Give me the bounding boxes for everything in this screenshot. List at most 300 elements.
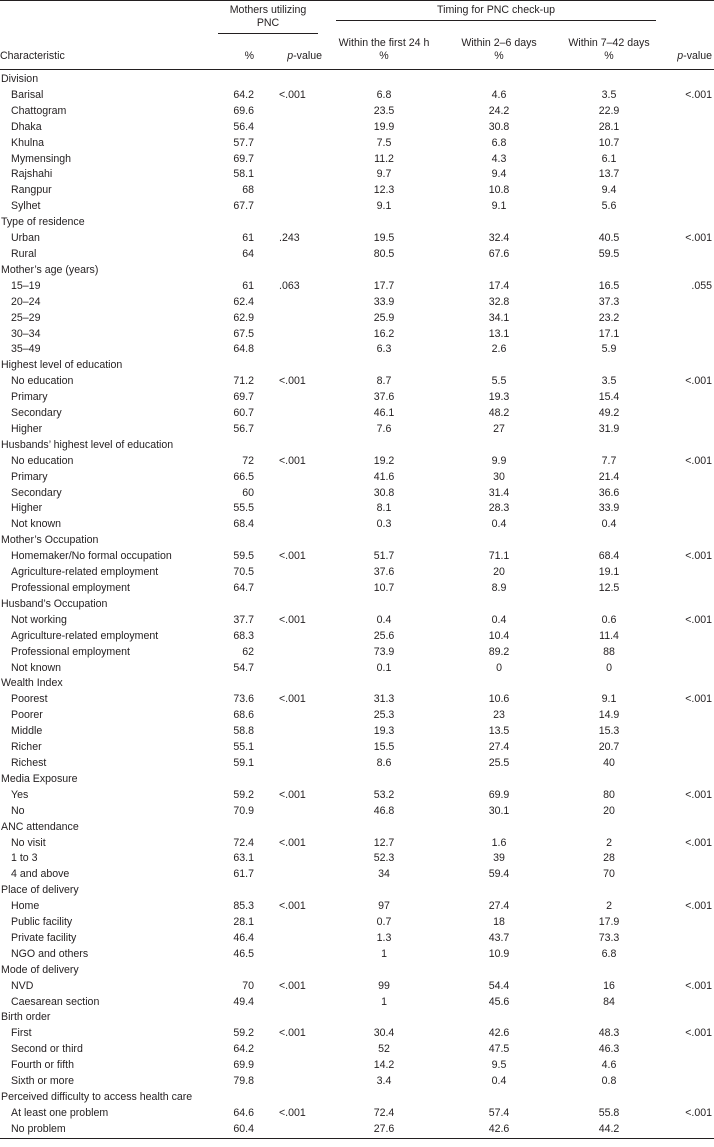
table-row — [0, 708, 714, 724]
table-row — [0, 1058, 714, 1074]
pct-cell: 59.5 — [233, 550, 254, 563]
table-row — [0, 1106, 714, 1122]
within-7-42-cell: 4.6 — [601, 1059, 617, 1072]
pvalue2-cell — [664, 661, 714, 677]
pvalue2-cell: <.001 — [685, 375, 713, 388]
pct-cell: 55.1 — [233, 741, 254, 754]
pvalue2-cell — [664, 931, 714, 947]
within-24h-cell: 12.3 — [373, 184, 395, 197]
pvalue2-cell — [664, 1042, 714, 1058]
row-label: 1 to 3 — [11, 852, 38, 865]
pvalue2-cell — [664, 995, 714, 1011]
within-2-6-cell: 13.5 — [488, 725, 510, 738]
group-row — [0, 1010, 714, 1026]
pvalue-cell — [268, 136, 324, 152]
row-label: 30–34 — [11, 327, 41, 340]
within-7-42-cell: 84 — [603, 995, 615, 1008]
within-7-42-cell: 0.4 — [601, 518, 617, 531]
within-2-6-cell: 13.1 — [488, 327, 510, 340]
group-label: Division — [1, 73, 39, 85]
within-24h-cell: 0.7 — [376, 916, 392, 929]
pct-cell: 62 — [242, 645, 254, 658]
table-row — [0, 1026, 714, 1042]
within-7-42-cell: 6.8 — [601, 947, 617, 960]
within-7-42-cell: 88 — [603, 645, 615, 658]
within-7-42-cell: 23.2 — [598, 311, 620, 324]
within-24h-cell: 3.4 — [376, 1075, 392, 1088]
pvalue-cell — [268, 1042, 324, 1058]
pvalue-cell — [268, 565, 324, 581]
within-2-6-cell: 57.4 — [488, 1106, 510, 1119]
pvalue2-cell — [664, 517, 714, 533]
row-label: No — [11, 804, 25, 817]
within-24h-cell: 12.7 — [373, 836, 395, 849]
within-2-6-cell: 32.4 — [488, 232, 510, 245]
within-24h-cell: 17.7 — [373, 279, 395, 292]
within-24h-cell: 37.6 — [373, 566, 395, 579]
pvalue-cell — [268, 1122, 324, 1138]
within-7-42-cell: 3.5 — [601, 375, 617, 388]
row-label: Sylhet — [11, 200, 41, 213]
pct-cell: 68.6 — [233, 709, 254, 722]
table-row — [0, 422, 714, 438]
within-2-6-cell: 89.2 — [488, 645, 510, 658]
pvalue2-cell: <.001 — [685, 613, 713, 626]
pct-cell: 60.7 — [233, 407, 254, 420]
within-2-6-cell: 6.8 — [491, 136, 507, 149]
row-label: 15–19 — [11, 279, 41, 292]
within-2-6-cell: 45.6 — [488, 995, 510, 1008]
pvalue-cell — [268, 629, 324, 645]
group-label: Perceived difficulty to access health care — [1, 1091, 193, 1103]
within-24h-cell: 7.5 — [376, 136, 392, 149]
within-24h-cell: 14.2 — [373, 1059, 395, 1072]
within-24h-cell: 72.4 — [373, 1106, 395, 1119]
within-24h-cell: 52.3 — [373, 852, 395, 865]
within-24h-cell: 53.2 — [373, 788, 395, 801]
pvalue-header: p-value — [268, 35, 324, 70]
pct-cell: 68 — [242, 184, 254, 197]
table-row — [0, 851, 714, 867]
within-2-6-cell: 27.4 — [488, 741, 510, 754]
pvalue2-cell — [664, 740, 714, 756]
within-7-42-cell: 3.5 — [601, 88, 617, 101]
pvalue-cell — [268, 756, 324, 772]
pct-cell: 61.7 — [233, 868, 254, 881]
row-label: Higher — [11, 502, 43, 515]
within-2-6-cell: 30.8 — [488, 120, 510, 133]
within-7-42-cell: 17.1 — [598, 327, 620, 340]
within-7-42-cell: 0 — [606, 661, 612, 674]
pvalue-cell: <.001 — [279, 836, 306, 849]
pvalue-cell — [268, 390, 324, 406]
table-row — [0, 979, 714, 995]
row-label: 25–29 — [11, 311, 41, 324]
within-2-6-cell: 42.6 — [488, 1027, 510, 1040]
row-label: Rangpur — [11, 184, 52, 197]
pct-cell: 59.2 — [233, 1027, 254, 1040]
pvalue2-cell: <.001 — [685, 232, 713, 245]
pct-cell: 63.1 — [233, 852, 254, 865]
within-7-42-cell: 70 — [603, 868, 615, 881]
pct-header: % — [212, 35, 268, 70]
pvalue-cell — [268, 804, 324, 820]
row-label: Agriculture-related employment — [11, 629, 159, 642]
pvalue-cell: <.001 — [279, 788, 306, 801]
group-row — [0, 533, 714, 549]
within-7-42-cell: 11.4 — [599, 629, 619, 642]
pct-cell: 55.5 — [233, 502, 254, 515]
within-2-6-cell: 10.8 — [488, 184, 510, 197]
within-7-42-cell: 0.6 — [601, 613, 617, 626]
row-label: 20–24 — [11, 295, 41, 308]
within-7-42-cell: 9.4 — [601, 184, 617, 197]
within-24h-cell: 10.7 — [373, 582, 395, 594]
within-2-6-cell: 23 — [493, 709, 505, 722]
pvalue2-cell — [664, 645, 714, 661]
pvalue2-cell: <.001 — [685, 836, 713, 849]
within-2-6-cell: 67.6 — [488, 247, 510, 260]
within-2-6-cell: 9.9 — [491, 454, 507, 467]
pvalue-cell — [268, 661, 324, 677]
pct-cell: 64.2 — [233, 1043, 254, 1056]
timing-group-header: Timing for PNC check-up — [336, 4, 656, 21]
row-label: No education — [11, 375, 74, 388]
row-label: Khulna — [11, 136, 44, 149]
pvalue-cell — [268, 947, 324, 963]
pct-cell: 56.7 — [233, 422, 254, 435]
table-header — [0, 1, 714, 70]
pvalue2-cell — [664, 804, 714, 820]
table-row — [0, 183, 714, 199]
within-2-6-cell: 69.9 — [488, 788, 510, 801]
within-24h-cell: 19.9 — [373, 120, 395, 133]
row-label: Richest — [11, 756, 47, 769]
group-row — [0, 772, 714, 788]
pvalue-cell — [268, 931, 324, 947]
pvalue2-cell — [664, 947, 714, 963]
group-label: Highest level of education — [1, 359, 123, 372]
within-2-6-cell: 27.4 — [488, 900, 510, 913]
pvalue2-cell — [664, 247, 714, 263]
within-2-6-cell: 17.4 — [488, 279, 510, 292]
within-7-42-cell: 22.9 — [598, 104, 620, 117]
table-row — [0, 724, 714, 740]
within-24h-cell: 19.3 — [373, 725, 395, 738]
group-row — [0, 438, 714, 454]
pct-cell: 69.6 — [233, 104, 254, 117]
table-row — [0, 565, 714, 581]
within-7-42-cell: 2 — [606, 836, 612, 849]
table-row — [0, 342, 714, 358]
row-label: No education — [11, 454, 74, 467]
within-24h-cell: 1 — [381, 995, 387, 1008]
pvalue-cell — [268, 708, 324, 724]
pct-cell: 46.5 — [233, 947, 254, 960]
pct-cell: 61 — [242, 232, 254, 245]
table-row — [0, 947, 714, 963]
pvalue-cell — [268, 915, 324, 931]
pct-cell: 66.5 — [233, 470, 254, 483]
pct-cell: 60 — [242, 486, 254, 499]
table-row — [0, 152, 714, 168]
pvalue2-cell — [664, 342, 714, 358]
within-2-6-cell: 9.4 — [491, 168, 507, 181]
pvalue2-cell — [664, 629, 714, 645]
pvalue2-cell — [664, 501, 714, 517]
group-row — [0, 1090, 714, 1106]
within-7-42-cell: 55.8 — [598, 1106, 620, 1119]
row-label: Urban — [11, 232, 40, 245]
pvalue2-cell: <.001 — [685, 1027, 713, 1040]
row-label: Chattogram — [11, 104, 67, 117]
within-7-42-cell: 31.9 — [598, 422, 620, 435]
group-row — [0, 358, 714, 374]
pvalue2-cell — [664, 1058, 714, 1074]
table-row — [0, 247, 714, 263]
within-7-42-cell: 48.3 — [598, 1027, 620, 1040]
pvalue-cell — [268, 851, 324, 867]
table-row — [0, 390, 714, 406]
within-24h-cell: 23.5 — [373, 104, 395, 117]
row-label: No visit — [11, 836, 46, 849]
row-label: Public facility — [11, 916, 73, 929]
within-2-6-cell: 42.6 — [444, 1122, 554, 1138]
within-2-6-cell: 2.6 — [491, 343, 507, 356]
pvalue-cell — [268, 327, 324, 343]
pvalue-cell: <.001 — [279, 900, 306, 913]
pvalue-cell — [268, 995, 324, 1011]
pvalue2-cell — [664, 1122, 714, 1138]
row-label: Primary — [11, 470, 48, 483]
pct-cell: 60.4 — [212, 1122, 268, 1138]
row-label: Private facility — [11, 931, 77, 944]
within-7-42-cell: 40.5 — [598, 232, 620, 245]
table-row — [0, 1122, 714, 1138]
pvalue2-cell — [664, 724, 714, 740]
row-label: Dhaka — [11, 120, 42, 133]
within-24h-cell: 6.8 — [376, 88, 392, 101]
pvalue-cell: <.001 — [279, 454, 306, 467]
within-2-6-cell: 8.9 — [491, 582, 507, 594]
within-2-6-cell: 71.1 — [488, 550, 510, 563]
group-label: Mother’s Occupation — [1, 534, 99, 547]
pct-cell: 49.4 — [233, 995, 254, 1008]
row-label: Agriculture-related employment — [11, 566, 159, 579]
within-7-42-cell: 40 — [603, 756, 615, 769]
within-2-6-cell: 9.5 — [491, 1059, 507, 1072]
pct-cell: 72.4 — [233, 836, 254, 849]
table-body — [0, 70, 714, 1139]
row-label: Not known — [11, 661, 62, 674]
within-24h-cell: 30.8 — [373, 486, 395, 499]
table-row — [0, 995, 714, 1011]
pct-cell: 54.7 — [233, 661, 254, 674]
pvalue-cell — [268, 645, 324, 661]
within-2-6-cell: 43.7 — [488, 931, 510, 944]
within-7-42-cell: 5.9 — [601, 343, 617, 356]
row-label: Higher — [11, 422, 43, 435]
table-row — [0, 549, 714, 565]
pvalue2-cell — [664, 136, 714, 152]
within-7-42-cell: 13.7 — [598, 168, 620, 181]
within-2-6-cell: 24.2 — [488, 104, 510, 117]
within-24h-cell: 16.2 — [373, 327, 395, 340]
within-7-42-cell: 80 — [603, 788, 615, 801]
within-7-42-cell: 9.1 — [601, 693, 617, 706]
pct-cell: 71.2 — [233, 375, 254, 388]
row-label: Secondary — [11, 407, 62, 420]
pvalue2-cell — [664, 152, 714, 168]
pct-cell: 62.4 — [233, 295, 254, 308]
within-24h-cell: 30.4 — [373, 1027, 395, 1040]
pct-cell: 85.3 — [233, 900, 254, 913]
within-24h-cell: 51.7 — [373, 550, 395, 563]
within-2-6-cell: 10.9 — [488, 947, 510, 960]
pvalue-cell — [268, 501, 324, 517]
table-row — [0, 836, 714, 852]
row-label: First — [11, 1027, 32, 1040]
within-24h-cell: 33.9 — [373, 295, 395, 308]
mothers-group-header: Mothers utilizing PNC — [218, 4, 318, 34]
table-row — [0, 374, 714, 390]
table-row — [0, 199, 714, 215]
group-row — [0, 883, 714, 899]
row-label: Sixth or more — [11, 1075, 74, 1088]
group-label: Place of delivery — [1, 884, 79, 897]
table-row — [0, 470, 714, 486]
pct-cell: 64.2 — [233, 88, 254, 101]
pvalue2-cell — [664, 104, 714, 120]
row-label: Fourth or fifth — [11, 1059, 74, 1072]
table-row — [0, 406, 714, 422]
pct-cell: 69.9 — [233, 1059, 254, 1072]
within-7-42-cell: 28.1 — [598, 120, 620, 133]
pvalue-cell — [268, 199, 324, 215]
pvalue2-cell: <.001 — [685, 693, 713, 706]
pvalue2-cell — [664, 486, 714, 502]
pct-cell: 70 — [242, 979, 254, 992]
pvalue2-cell: <.001 — [685, 979, 713, 992]
within-2-6-cell: 18 — [493, 916, 505, 929]
table-row — [0, 661, 714, 677]
pct-cell: 59.1 — [233, 756, 254, 769]
pct-cell: 67.5 — [233, 327, 254, 340]
table-row — [0, 327, 714, 343]
pvalue2-cell — [664, 406, 714, 422]
pvalue2-cell — [664, 851, 714, 867]
within-24h-cell: 19.2 — [373, 454, 395, 467]
within-2-6-cell: 20 — [493, 566, 505, 579]
within-7-42-cell: 15.4 — [598, 391, 620, 404]
group-label: Husband’s Occupation — [1, 597, 108, 610]
within-7-42-cell: 17.9 — [598, 916, 620, 929]
within-7-42-cell: 10.7 — [598, 136, 620, 149]
within-7-42-cell: 16.5 — [598, 279, 620, 292]
within-24h-cell: 15.5 — [373, 741, 395, 754]
row-label: Not working — [11, 613, 67, 626]
table-row — [0, 740, 714, 756]
pct-cell: 59.2 — [233, 788, 254, 801]
row-label: NVD — [11, 979, 34, 992]
table-row — [0, 104, 714, 120]
pvalue2-cell — [664, 581, 714, 597]
table-row — [0, 231, 714, 247]
row-label: Second or third — [11, 1043, 83, 1056]
pvalue-cell — [268, 342, 324, 358]
within-7-42-cell: 20 — [603, 804, 615, 817]
table-row — [0, 692, 714, 708]
table-row — [0, 501, 714, 517]
within-7-42-cell: 12.5 — [598, 582, 620, 594]
pct-cell: 73.6 — [233, 693, 254, 706]
pct-cell: 68.3 — [233, 629, 254, 642]
pvalue-cell — [268, 724, 324, 740]
within-7-42-cell: 33.9 — [598, 502, 620, 515]
within-24h-cell: 6.3 — [376, 343, 392, 356]
pvalue-cell: <.001 — [279, 693, 306, 706]
table-row — [0, 120, 714, 136]
row-label: Poorest — [11, 693, 48, 706]
pct-cell: 64.6 — [233, 1106, 254, 1119]
within-2-6-cell: 32.8 — [488, 295, 510, 308]
pct-cell: 79.8 — [233, 1075, 254, 1088]
within-2-6-cell: 34.1 — [488, 311, 510, 324]
pvalue2-cell — [664, 1074, 714, 1090]
pvalue-cell — [268, 470, 324, 486]
table-row — [0, 629, 714, 645]
pvalue2-cell — [664, 422, 714, 438]
table-row — [0, 311, 714, 327]
group-label: Husbands’ highest level of education — [1, 438, 174, 451]
row-label: NGO and others — [11, 947, 89, 960]
within-7-42-cell: 2 — [606, 900, 612, 913]
within-24h-cell: 37.6 — [373, 391, 395, 404]
within-7-42-cell: 59.5 — [598, 247, 620, 260]
within-2-6-cell: 54.4 — [488, 979, 510, 992]
within-7-42-cell: 28 — [603, 852, 615, 865]
within-7-42-cell: 49.2 — [598, 407, 620, 420]
pct-cell: 70.5 — [233, 566, 254, 579]
pvalue2-header: p-value — [664, 35, 714, 70]
pct-cell: 46.4 — [233, 931, 254, 944]
pvalue2-cell: <.001 — [685, 900, 713, 913]
row-label: Rajshahi — [11, 168, 53, 181]
pvalue2-cell — [664, 470, 714, 486]
within-24h-cell: 97 — [378, 900, 390, 913]
pct-cell: 56.4 — [233, 120, 254, 133]
within-2-6-cell: 0 — [496, 661, 502, 674]
within-7-42-cell: 15.3 — [598, 725, 620, 738]
group-label: Wealth Index — [1, 677, 63, 690]
within-24h-cell: 11.2 — [374, 152, 394, 165]
row-label: Mymensingh — [11, 152, 72, 165]
characteristic-header: Characteristic — [0, 35, 212, 70]
pvalue-cell — [268, 152, 324, 168]
pvalue-cell: .063 — [279, 279, 300, 292]
pvalue-cell — [268, 183, 324, 199]
pvalue-cell — [268, 422, 324, 438]
pvalue2-cell — [664, 167, 714, 183]
pct-cell: 28.1 — [233, 916, 254, 929]
pct-cell: 58.1 — [233, 168, 254, 181]
pvalue2-cell: <.001 — [685, 454, 713, 467]
within-24h-cell: 0.4 — [376, 613, 392, 626]
table-row — [0, 517, 714, 533]
group-label: Mode of delivery — [1, 963, 79, 976]
pvalue2-cell — [664, 708, 714, 724]
within-24h-cell: 41.6 — [373, 470, 395, 483]
